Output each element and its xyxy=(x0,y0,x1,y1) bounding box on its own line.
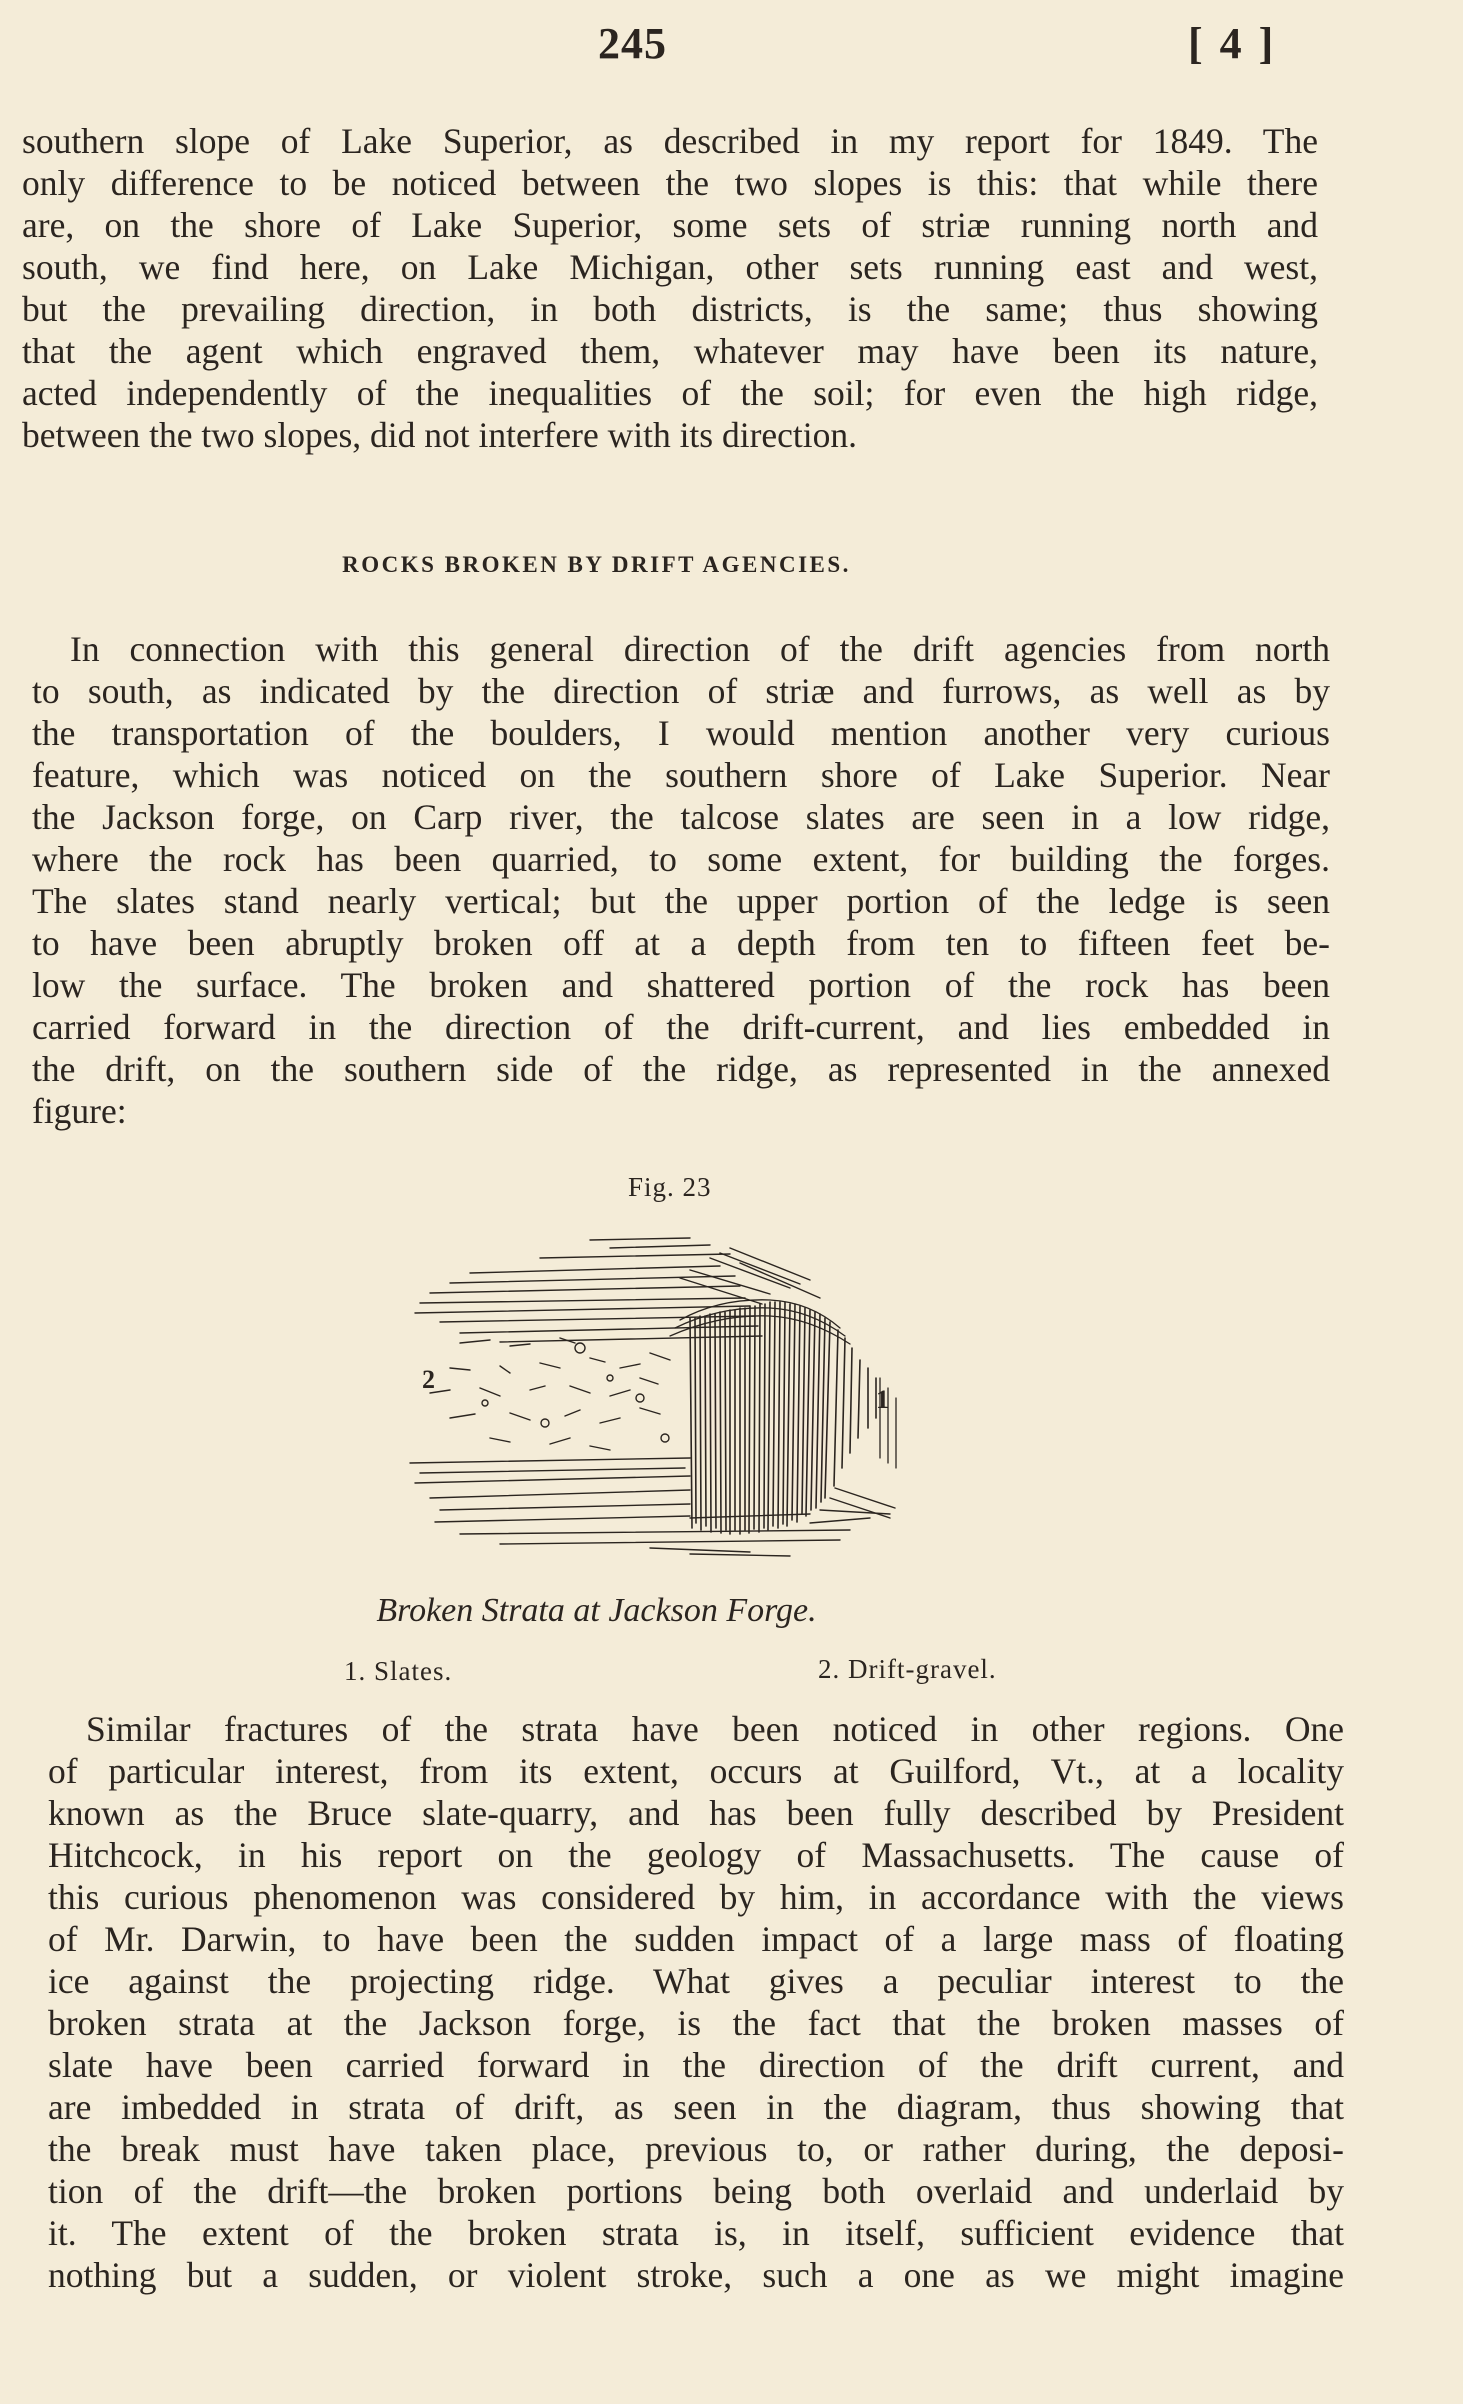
text-line: southern slope of Lake Superior, as described in my report for 1849. The xyxy=(22,121,1318,161)
figure-legend-drift-gravel: 2. Drift-gravel. xyxy=(818,1654,997,1684)
text-line: only difference to be noticed between the two slopes is this: that while there xyxy=(22,163,1318,203)
text-line: of Mr. Darwin, to have been the sudden impact of a large mass of floating xyxy=(48,1919,1344,1959)
broken-strata-engraving xyxy=(390,1218,1000,1568)
broken-fragments xyxy=(430,1338,670,1450)
text-line: are imbedded in strata of drift, as seen in the diagram, thus showing that xyxy=(48,2087,1344,2127)
text-line: the break must have taken place, previous to, or rather during, the deposi- xyxy=(48,2129,1344,2169)
text-line: In connection with this general direction of the drift agencies from north xyxy=(70,629,1330,669)
text-line: to south, as indicated by the direction of striæ and furrows, as well as by xyxy=(32,671,1330,711)
paragraph-3 xyxy=(48,1708,1344,2296)
text-line: acted independently of the inequalities of the soil; for even the high ridge, xyxy=(22,373,1318,413)
text-line: this curious phenomenon was considered by him, in accordance with the views xyxy=(48,1877,1344,1917)
section-marker: [ 4 ] xyxy=(1188,19,1277,68)
text-line: slate have been carried forward in the direction of the drift current, and xyxy=(48,2045,1344,2085)
figure-caption xyxy=(0,1592,1463,1630)
text-line: low the surface. The broken and shattered portion of the rock has been xyxy=(32,965,1330,1005)
figure-label: Fig. 23 xyxy=(628,1172,712,1202)
running-head xyxy=(0,18,1463,78)
text-line: broken strata at the Jackson forge, is the fact that the broken masses of xyxy=(48,2003,1344,2043)
paragraph-1 xyxy=(22,120,1318,456)
figure-illustration xyxy=(390,1218,1000,1568)
section-heading-text: ROCKS BROKEN BY DRIFT AGENCIES. xyxy=(342,552,851,577)
text-line: the drift, on the southern side of the ridge, as represented in the annexed xyxy=(32,1049,1330,1089)
text-line: between the two slopes, did not interfere with its direction. xyxy=(22,415,858,455)
text-line: are, on the shore of Lake Superior, some sets of striæ running north and xyxy=(22,205,1318,245)
page-number: 245 xyxy=(598,19,667,68)
text-line: ice against the projecting ridge. What gives a peculiar interest to the xyxy=(48,1961,1344,2001)
figure-caption-text: Broken Strata at Jackson Forge. xyxy=(376,1592,817,1629)
section-heading xyxy=(0,552,1463,578)
figure-legend-slates: 1. Slates. xyxy=(344,1656,453,1686)
text-line: tion of the drift—the broken portions being both overlaid and underlaid by xyxy=(48,2171,1344,2211)
text-line: the Jackson forge, on Carp river, the talcose slates are seen in a low ridge, xyxy=(32,797,1330,837)
text-line: it. The extent of the broken strata is, in itself, sufficient evidence that xyxy=(48,2213,1344,2253)
text-line: but the prevailing direction, in both districts, is the same; thus showing xyxy=(22,289,1318,329)
text-line: The slates stand nearly vertical; but the upper portion of the ledge is seen xyxy=(32,881,1330,921)
text-line: Similar fractures of the strata have been noticed in other regions. One xyxy=(86,1709,1344,1749)
text-line: of particular interest, from its extent, occurs at Guilford, Vt., at a locality xyxy=(48,1751,1344,1791)
text-line: that the agent which engraved them, whatever may have been its nature, xyxy=(22,331,1318,371)
text-line: the transportation of the boulders, I would mention another very curious xyxy=(32,713,1330,753)
text-line: carried forward in the direction of the drift-current, and lies embedded in xyxy=(32,1007,1330,1047)
fig-marker-1: 1 xyxy=(876,1385,889,1414)
text-line: south, we find here, on Lake Michigan, other sets running east and west, xyxy=(22,247,1318,287)
text-line: where the rock has been quarried, to some extent, for building the forges. xyxy=(32,839,1330,879)
text-line: known as the Bruce slate-quarry, and has been fully described by President xyxy=(48,1793,1344,1833)
text-line: to have been abruptly broken off at a depth from ten to fifteen feet be- xyxy=(32,923,1330,963)
text-line: Hitchcock, in his report on the geology of Massachusetts. The cause of xyxy=(48,1835,1344,1875)
paragraph-2 xyxy=(32,628,1330,1132)
text-line: figure: xyxy=(32,1091,127,1131)
fig-marker-2: 2 xyxy=(422,1365,435,1394)
text-line: nothing but a sudden, or violent stroke, such a one as we might imagine xyxy=(48,2255,1344,2295)
text-line: feature, which was noticed on the southern shore of Lake Superior. Near xyxy=(32,755,1330,795)
